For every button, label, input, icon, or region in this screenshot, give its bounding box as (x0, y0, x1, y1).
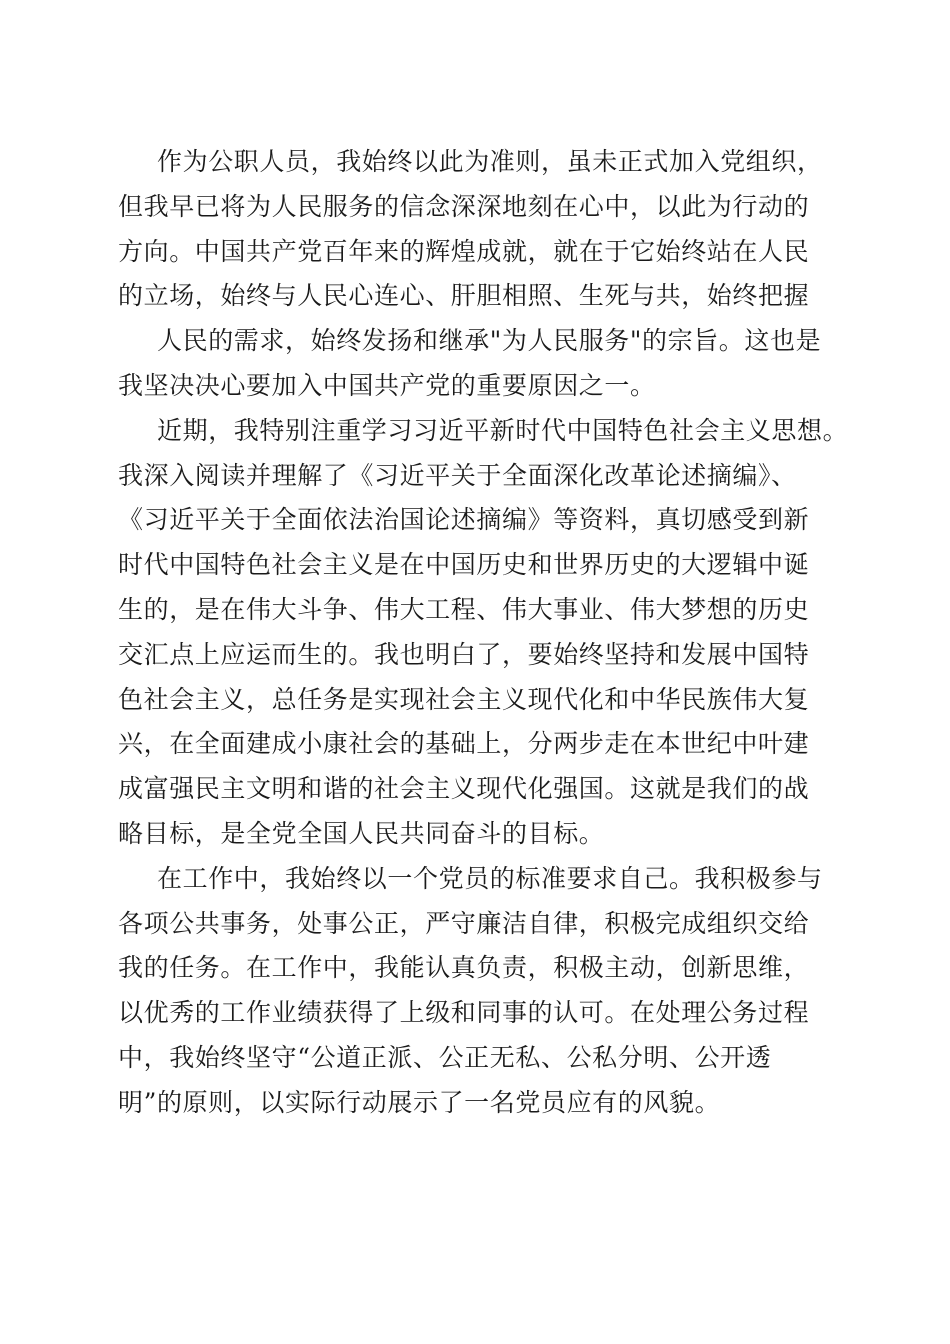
text-line: 兴，在全面建成小康社会的基础上，分两步走在本世纪中叶建 (118, 729, 810, 758)
text-line: 我的任务。在工作中，我能认真负责，积极主动，创新思维， (118, 953, 810, 982)
text-line: 人民的需求，始终发扬和继承"为人民服务"的宗旨。这也是 (157, 326, 822, 355)
text-line: 但我早已将为人民服务的信念深深地刻在心中，以此为行动的 (118, 192, 810, 221)
text-line: 略目标，是全党全国人民共同奋斗的目标。 (118, 819, 605, 848)
text-line: 我坚决决心要加入中国共产党的重要原因之一。 (118, 371, 656, 400)
text-line: 交汇点上应运而生的。我也明白了，要始终坚持和发展中国特 (118, 640, 810, 669)
text-line: 时代中国特色社会主义是在中国历史和世界历史的大逻辑中诞 (118, 550, 810, 579)
text-line: 色社会主义，总任务是实现社会主义现代化和中华民族伟大复 (118, 685, 810, 714)
text-line: 成富强民主文明和谐的社会主义现代化强国。这就是我们的战 (118, 774, 810, 803)
text-line: 中，我始终坚守“公道正派、公正无私、公私分明、公开透 (118, 1043, 772, 1072)
text-line: 各项公共事务，处事公正，严守廉洁自律，积极完成组织交给 (118, 909, 810, 938)
text-line: 的立场，始终与人民心连心、肝胆相照、生死与共，始终把握 (118, 281, 810, 310)
text-line: 生的，是在伟大斗争、伟大工程、伟大事业、伟大梦想的历史 (118, 595, 810, 624)
text-line: 在工作中，我始终以一个党员的标准要求自己。我积极参与 (157, 864, 823, 893)
text-line: 近期，我特别注重学习习近平新时代中国特色社会主义思想。 (157, 416, 849, 445)
text-line: 我深入阅读并理解了《习近平关于全面深化改革论述摘编》、 (118, 461, 797, 490)
text-line: 明”的原则，以实际行动展示了一名党员应有的风貌。 (118, 1088, 721, 1117)
text-line: 方向。中国共产党百年来的辉煌成就，就在于它始终站在人民 (118, 237, 810, 266)
text-line: 以优秀的工作业绩获得了上级和同事的认可。在处理公务过程 (118, 998, 810, 1027)
text-line: 《习近平关于全面依法治国论述摘编》等资料，真切感受到新 (118, 505, 810, 534)
text-line: 作为公职人员，我始终以此为准则，虽未正式加入党组织， (157, 147, 823, 176)
